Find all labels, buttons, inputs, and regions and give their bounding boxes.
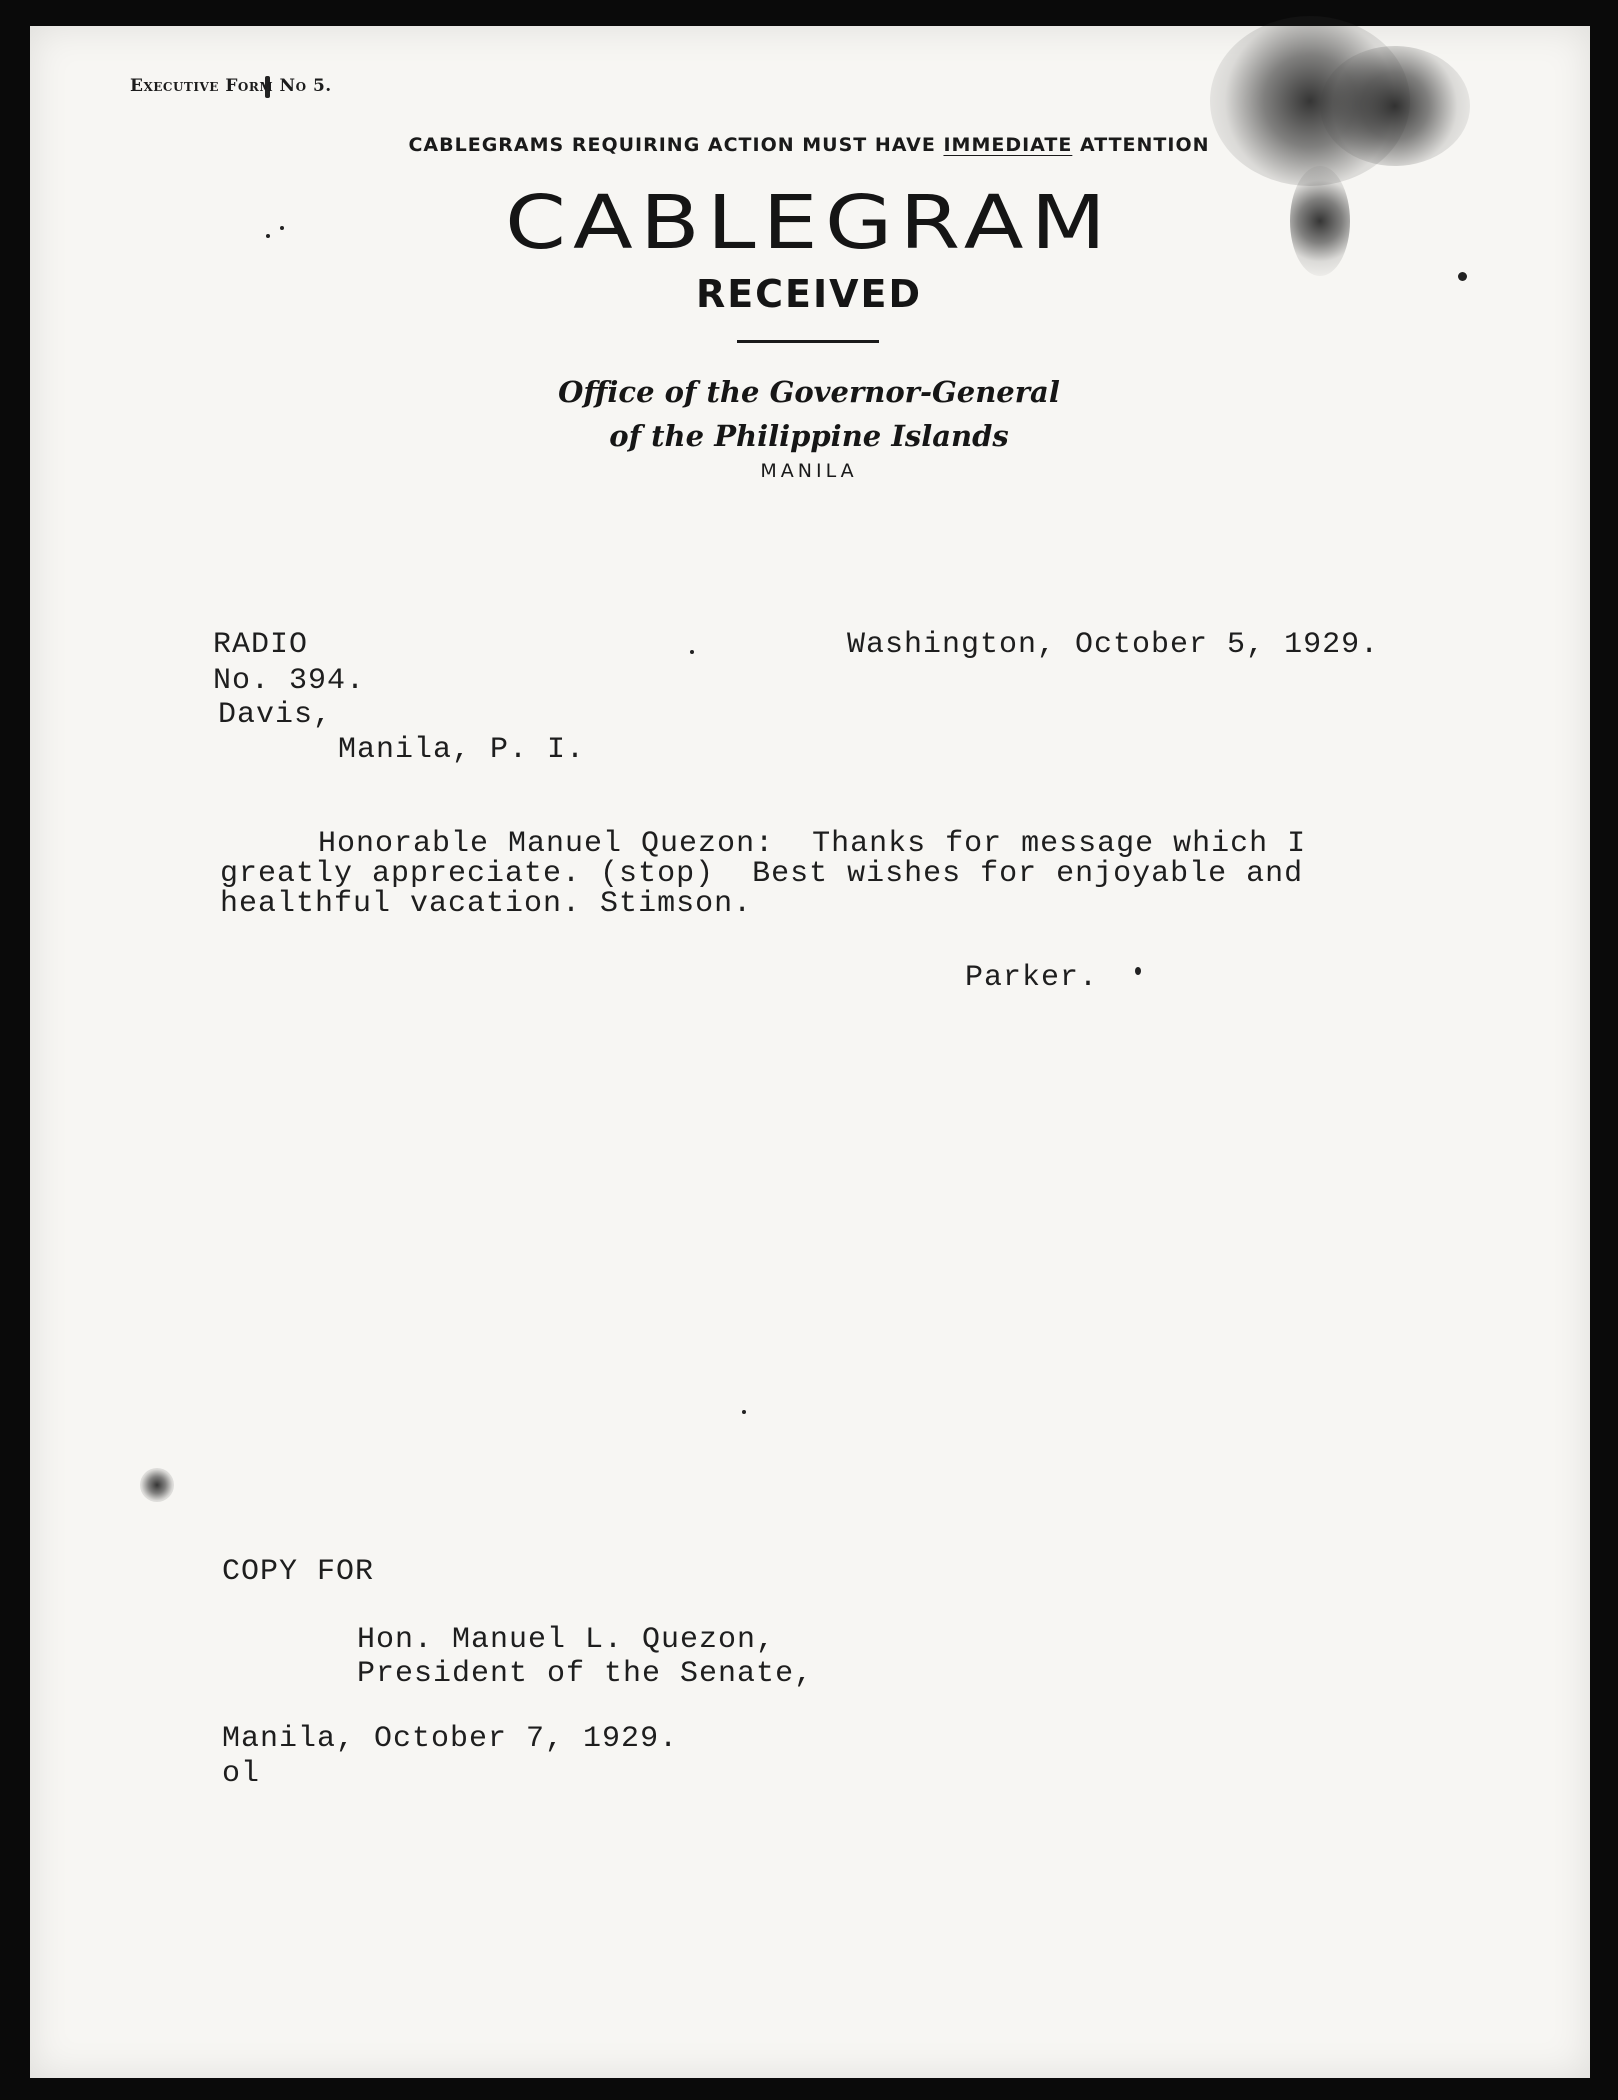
office-city: MANILA [760,460,858,482]
notice-prefix: CABLEGRAMS REQUIRING ACTION MUST HAVE [408,134,944,156]
document-page [30,26,1590,2078]
header-rule [737,340,879,343]
body-line: Honorable Manuel Quezon: Thanks for message which I [318,827,1307,861]
document-subtitle: RECEIVED [695,272,923,316]
copy-recipient: Hon. Manuel L. Quezon, [357,1623,776,1657]
notice-suffix: ATTENTION [1072,134,1210,156]
ink-stain [140,1468,174,1502]
message-type: RADIO [213,628,309,662]
body-line: healthful vacation. Stimson. [220,887,753,921]
typist-initials: ol [222,1757,261,1791]
office-heading [0,370,1618,458]
notice-emphasis: IMMEDIATE [943,134,1073,156]
addressee: Davis, [218,698,333,732]
copy-label: COPY FOR [222,1555,375,1589]
signature: Parker. [965,961,1099,995]
copy-date: Manila, October 7, 1929. [222,1722,679,1756]
body-line: greatly appreciate. (stop) Best wishes for enjoyable and [220,857,1304,891]
document-title: CABLEGRAM [504,180,1114,266]
action-notice [0,134,1618,156]
office-line-1: Office of the Governor-General [558,375,1060,409]
ink-speck [742,1410,746,1414]
origin-date: Washington, October 5, 1929. [847,628,1380,662]
message-number: No. 394. [213,664,366,698]
office-line-2: of the Philippine Islands [609,419,1009,453]
ink-speck [690,650,694,654]
ink-speck [1135,967,1141,975]
copy-recipient-title: President of the Senate, [357,1657,814,1691]
addressee-location: Manila, P. I. [338,733,586,767]
form-number: Executive Form No 5. [130,76,332,96]
